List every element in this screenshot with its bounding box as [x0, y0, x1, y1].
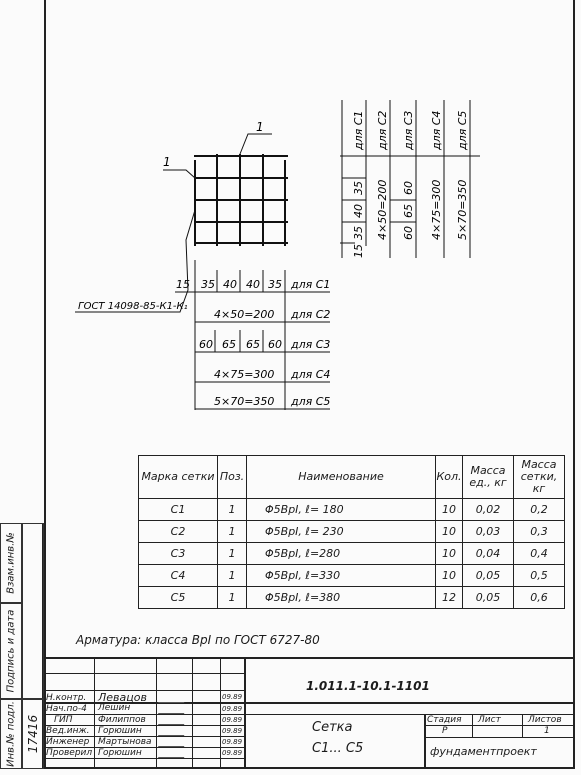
position: 1: [218, 499, 247, 521]
column-header: Наименование: [247, 456, 436, 499]
table-row: [139, 587, 565, 609]
dimension-value: 15: [352, 244, 365, 258]
organization-name: фундаментпроект: [430, 745, 537, 758]
item-name: Φ5ВрI, ℓ= 230: [247, 521, 436, 543]
unit-mass: 0,03: [463, 521, 514, 543]
quantity: 10: [436, 521, 463, 543]
position-leader-label: 1: [256, 120, 264, 134]
dimension-value: 4×50=200: [376, 179, 389, 240]
position: 1: [218, 587, 247, 609]
staff-date: 09.89: [222, 693, 243, 701]
specification-table: [138, 455, 565, 609]
dimension-value: 65: [222, 338, 236, 351]
sheets-value: 1: [544, 726, 550, 736]
mesh-mark-label: для С1: [352, 110, 365, 150]
staff-name: Горюшин: [98, 748, 142, 758]
table-row: [139, 543, 565, 565]
gost-callout: ГОСТ 14098-85-К1-К₁: [78, 301, 188, 312]
mesh-mark: С4: [139, 565, 218, 587]
side-stamp-cell: [0, 699, 22, 769]
position-leader-label: 1: [163, 155, 171, 169]
side-stamp: [0, 523, 44, 769]
title-block: [44, 657, 575, 769]
side-stamp-cell: [0, 523, 22, 603]
staff-role: ГИП: [54, 715, 73, 725]
signature: [158, 736, 188, 747]
mesh-mark-label: для С5: [291, 395, 331, 408]
total-mass: 0,3: [514, 521, 565, 543]
total-mass: 0,5: [514, 565, 565, 587]
dimension-value: 15: [176, 278, 190, 291]
staff-name: Горюшин: [98, 726, 142, 736]
staff-role: Нач.по-4: [46, 704, 87, 714]
staff-date: 09.89: [222, 749, 243, 757]
column-header: Кол.: [436, 456, 463, 499]
signature: [158, 747, 188, 758]
quantity: 10: [436, 499, 463, 521]
column-header: Марка сетки: [139, 456, 218, 499]
staff-name: Филиппов: [98, 715, 146, 725]
side-stamp-cell: [22, 523, 44, 699]
signature: [158, 725, 188, 736]
quantity: 10: [436, 565, 463, 587]
mesh-mark-label: для С4: [291, 368, 331, 381]
signature: [158, 703, 188, 714]
unit-mass: 0,04: [463, 543, 514, 565]
position: 1: [218, 543, 247, 565]
mesh-grid: [194, 154, 288, 246]
mesh-mark: С5: [139, 587, 218, 609]
mesh-mark: С2: [139, 521, 218, 543]
drawing-subtitle: С1... С5: [312, 741, 364, 756]
sheets-label: Листов: [528, 715, 562, 725]
staff-name: Лешин: [98, 703, 131, 713]
item-name: Φ5ВрI, ℓ=330: [247, 565, 436, 587]
staff-role: Вед.инж.: [46, 726, 90, 736]
staff-name: Мартынова: [98, 737, 152, 747]
mesh-mark-label: для С4: [430, 110, 443, 150]
staff-role: Н.контр.: [46, 693, 87, 703]
table-header-row: [139, 456, 565, 499]
staff-role: Проверил: [46, 748, 93, 758]
total-mass: 0,6: [514, 587, 565, 609]
mesh-mark-label: для С1: [291, 278, 331, 291]
item-name: Φ5ВрI, ℓ=380: [247, 587, 436, 609]
column-header: Масса сетки, кг: [514, 456, 565, 499]
dimension-value: 5×70=350: [456, 179, 469, 240]
side-stamp-label: Взам.инв.№: [5, 532, 17, 594]
table-row: [139, 521, 565, 543]
mesh-mark: С3: [139, 543, 218, 565]
mesh-mark-label: для С2: [376, 110, 389, 150]
column-header: Масса ед., кг: [463, 456, 514, 499]
document-number: 1.011.1-10.1-1101: [306, 679, 430, 693]
staff-date: 09.89: [222, 727, 243, 735]
dimension-value: 35: [352, 181, 365, 195]
dimension-value: 4×75=300: [430, 179, 443, 240]
dimension-value: 35: [352, 226, 365, 240]
signature: [158, 714, 188, 725]
stage-value: Р: [442, 726, 448, 736]
total-mass: 0,2: [514, 499, 565, 521]
dimension-value: 35: [268, 278, 282, 291]
mesh-mark: С1: [139, 499, 218, 521]
staff-date: 09.89: [222, 705, 243, 713]
dimension-value: 40: [223, 278, 237, 291]
side-stamp-cell: [0, 603, 22, 699]
dimension-value: 40: [352, 204, 365, 218]
inventory-number: 17416: [26, 714, 40, 754]
table-row: [139, 565, 565, 587]
staff-date: 09.89: [222, 716, 243, 724]
quantity: 12: [436, 587, 463, 609]
staff-name: Левацов: [98, 691, 147, 704]
dimension-value: 5×70=350: [214, 395, 275, 408]
mesh-mark-label: для С5: [456, 110, 469, 150]
item-name: Φ5ВрI, ℓ= 180: [247, 499, 436, 521]
mesh-mark-label: для С3: [402, 110, 415, 150]
unit-mass: 0,05: [463, 565, 514, 587]
unit-mass: 0,02: [463, 499, 514, 521]
unit-mass: 0,05: [463, 587, 514, 609]
dimension-value: 4×75=300: [214, 368, 275, 381]
item-name: Φ5ВрI, ℓ=280: [247, 543, 436, 565]
mesh-mark-label: для С3: [291, 338, 331, 351]
table-row: [139, 499, 565, 521]
side-stamp-label: Подпись и дата: [5, 609, 17, 693]
total-mass: 0,4: [514, 543, 565, 565]
drawing-title: Сетка: [312, 720, 353, 735]
side-stamp-cell: [22, 699, 44, 769]
dimension-value: 60: [268, 338, 282, 351]
dimension-value: 60: [402, 226, 415, 240]
stage-label: Стадия: [427, 715, 462, 725]
dimension-value: 35: [201, 278, 215, 291]
dimension-value: 40: [246, 278, 260, 291]
dimension-value: 4×50=200: [214, 308, 275, 321]
column-header: Поз.: [218, 456, 247, 499]
dimension-value: 60: [199, 338, 213, 351]
side-stamp-label: Инв.№ подл.: [5, 701, 17, 767]
position: 1: [218, 521, 247, 543]
reinforcement-note: Арматура: класса ВрI по ГОСТ 6727-80: [76, 633, 320, 647]
signature: [158, 692, 188, 703]
mesh-mark-label: для С2: [291, 308, 331, 321]
staff-role: Инженер: [46, 737, 90, 747]
sheet-label: Лист: [478, 715, 501, 725]
dimension-value: 65: [246, 338, 260, 351]
position: 1: [218, 565, 247, 587]
quantity: 10: [436, 543, 463, 565]
dimension-value: 65: [402, 204, 415, 218]
staff-date: 09.89: [222, 738, 243, 746]
dimension-value: 60: [402, 181, 415, 195]
